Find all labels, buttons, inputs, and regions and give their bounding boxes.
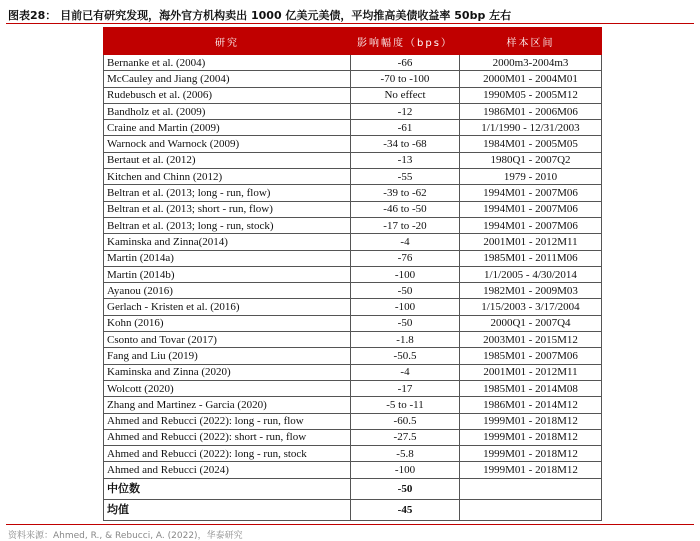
- table-row: [104, 217, 602, 233]
- period-cell: 2000M01 - 2004M01: [460, 71, 602, 87]
- table-row: [104, 201, 602, 217]
- impact-cell: -60.5: [351, 413, 460, 429]
- period-cell: 1994M01 - 2007M06: [460, 185, 602, 201]
- period-cell: 1979 - 2010: [460, 169, 602, 185]
- impact-cell: -100: [351, 299, 460, 315]
- period-cell: 2000m3-2004m3: [460, 55, 602, 71]
- period-cell: 1/1/2005 - 4/30/2014: [460, 266, 602, 282]
- impact-cell: -4: [351, 364, 460, 380]
- period-cell: 1999M01 - 2018M12: [460, 446, 602, 462]
- study-cell: Martin (2014b): [104, 266, 351, 282]
- table-row: [104, 120, 602, 136]
- figure-title: [8, 7, 511, 23]
- impact-cell: -13: [351, 152, 460, 168]
- table-row: [104, 152, 602, 168]
- study-cell: Ahmed and Rebucci (2022): long - run, stock: [104, 446, 351, 462]
- study-cell: Rudebusch et al. (2006): [104, 87, 351, 103]
- impact-cell: -50: [351, 315, 460, 331]
- impact-cell: -50.5: [351, 348, 460, 364]
- table-row: [104, 413, 602, 429]
- period-cell: 1985M01 - 2011M06: [460, 250, 602, 266]
- table-row: [104, 462, 602, 478]
- study-cell: Wolcott (2020): [104, 380, 351, 396]
- period-cell: 1994M01 - 2007M06: [460, 201, 602, 217]
- column-header-study: 研究: [104, 28, 351, 55]
- impact-cell: -100: [351, 266, 460, 282]
- table-row: [104, 380, 602, 396]
- period-cell: 1986M01 - 2006M06: [460, 103, 602, 119]
- summary-label: 中位数: [104, 478, 351, 499]
- period-cell: 2001M01 - 2012M11: [460, 234, 602, 250]
- table-row: [104, 315, 602, 331]
- table-row: [104, 136, 602, 152]
- impact-cell: -50: [351, 283, 460, 299]
- impact-cell: -70 to -100: [351, 71, 460, 87]
- study-cell: Ahmed and Rebucci (2022): long - run, flow: [104, 413, 351, 429]
- period-cell: 1985M01 - 2014M08: [460, 380, 602, 396]
- impact-cell: -34 to -68: [351, 136, 460, 152]
- period-cell: 2003M01 - 2015M12: [460, 332, 602, 348]
- table-row: [104, 332, 602, 348]
- table-row: [104, 397, 602, 413]
- study-cell: Martin (2014a): [104, 250, 351, 266]
- period-cell: 1982M01 - 2009M03: [460, 283, 602, 299]
- study-cell: Ahmed and Rebucci (2022): short - run, flow: [104, 429, 351, 445]
- period-cell: 1999M01 - 2018M12: [460, 462, 602, 478]
- studies-table: [103, 27, 602, 521]
- period-cell: 1985M01 - 2007M06: [460, 348, 602, 364]
- summary-row: [104, 499, 602, 520]
- impact-cell: -66: [351, 55, 460, 71]
- impact-cell: -61: [351, 120, 460, 136]
- impact-cell: No effect: [351, 87, 460, 103]
- impact-cell: -46 to -50: [351, 201, 460, 217]
- table-row: [104, 283, 602, 299]
- table-row: [104, 103, 602, 119]
- study-cell: Bertaut et al. (2012): [104, 152, 351, 168]
- table-row: [104, 169, 602, 185]
- summary-row: [104, 478, 602, 499]
- impact-cell: -100: [351, 462, 460, 478]
- period-cell: 1980Q1 - 2007Q2: [460, 152, 602, 168]
- period-cell: 1/1/1990 - 12/31/2003: [460, 120, 602, 136]
- figure-title-text: 目前已有研究发现，海外官方机构卖出 1000 亿美元美债，平均推高美债收益率 50bp 左右: [60, 9, 512, 22]
- impact-cell: -39 to -62: [351, 185, 460, 201]
- study-cell: Ayanou (2016): [104, 283, 351, 299]
- table-row: [104, 299, 602, 315]
- table-body: [104, 55, 602, 521]
- table-row: [104, 234, 602, 250]
- study-cell: Csonto and Tovar (2017): [104, 332, 351, 348]
- table-row: [104, 55, 602, 71]
- period-cell: 1994M01 - 2007M06: [460, 217, 602, 233]
- study-cell: Beltran et al. (2013; long - run, stock): [104, 217, 351, 233]
- table-row: [104, 185, 602, 201]
- impact-cell: -17: [351, 380, 460, 396]
- impact-cell: -76: [351, 250, 460, 266]
- period-cell: 1999M01 - 2018M12: [460, 413, 602, 429]
- impact-cell: -5.8: [351, 446, 460, 462]
- study-cell: Gerlach - Kristen et al. (2016): [104, 299, 351, 315]
- study-cell: Warnock and Warnock (2009): [104, 136, 351, 152]
- figure-label: 图表28：: [8, 9, 57, 22]
- summary-value: -45: [351, 499, 460, 520]
- impact-cell: -4: [351, 234, 460, 250]
- table-row: [104, 364, 602, 380]
- study-cell: Kaminska and Zinna(2014): [104, 234, 351, 250]
- source-note: 资料来源：Ahmed, R., & Rebucci, A. (2022)，华泰研究: [8, 531, 243, 541]
- column-header-period: 样本区间: [460, 28, 602, 55]
- table-row: [104, 446, 602, 462]
- bottom-rule: [6, 524, 694, 525]
- period-cell: 1990M05 - 2005M12: [460, 87, 602, 103]
- impact-cell: -55: [351, 169, 460, 185]
- study-cell: Craine and Martin (2009): [104, 120, 351, 136]
- table-row: [104, 348, 602, 364]
- summary-period: [460, 499, 602, 520]
- study-cell: McCauley and Jiang (2004): [104, 71, 351, 87]
- table-header-row: [104, 28, 602, 55]
- study-cell: Beltran et al. (2013; long - run, flow): [104, 185, 351, 201]
- table-row: [104, 266, 602, 282]
- period-cell: 1/15/2003 - 3/17/2004: [460, 299, 602, 315]
- study-cell: Bandholz et al. (2009): [104, 103, 351, 119]
- impact-cell: -5 to -11: [351, 397, 460, 413]
- table-row: [104, 87, 602, 103]
- period-cell: 1999M01 - 2018M12: [460, 429, 602, 445]
- study-cell: Kitchen and Chinn (2012): [104, 169, 351, 185]
- summary-period: [460, 478, 602, 499]
- study-cell: Kaminska and Zinna (2020): [104, 364, 351, 380]
- study-cell: Ahmed and Rebucci (2024): [104, 462, 351, 478]
- study-cell: Zhang and Martinez - Garcia (2020): [104, 397, 351, 413]
- impact-cell: -1.8: [351, 332, 460, 348]
- study-cell: Beltran et al. (2013; short - run, flow): [104, 201, 351, 217]
- period-cell: 2000Q1 - 2007Q4: [460, 315, 602, 331]
- summary-label: 均值: [104, 499, 351, 520]
- study-cell: Bernanke et al. (2004): [104, 55, 351, 71]
- column-header-impact: 影响幅度（bps）: [351, 28, 460, 55]
- summary-value: -50: [351, 478, 460, 499]
- period-cell: 1986M01 - 2014M12: [460, 397, 602, 413]
- impact-cell: -17 to -20: [351, 217, 460, 233]
- title-rule: [6, 23, 694, 24]
- study-cell: Fang and Liu (2019): [104, 348, 351, 364]
- table-row: [104, 71, 602, 87]
- table-row: [104, 250, 602, 266]
- table-row: [104, 429, 602, 445]
- period-cell: 1984M01 - 2005M05: [460, 136, 602, 152]
- study-cell: Kohn (2016): [104, 315, 351, 331]
- impact-cell: -27.5: [351, 429, 460, 445]
- period-cell: 2001M01 - 2012M11: [460, 364, 602, 380]
- impact-cell: -12: [351, 103, 460, 119]
